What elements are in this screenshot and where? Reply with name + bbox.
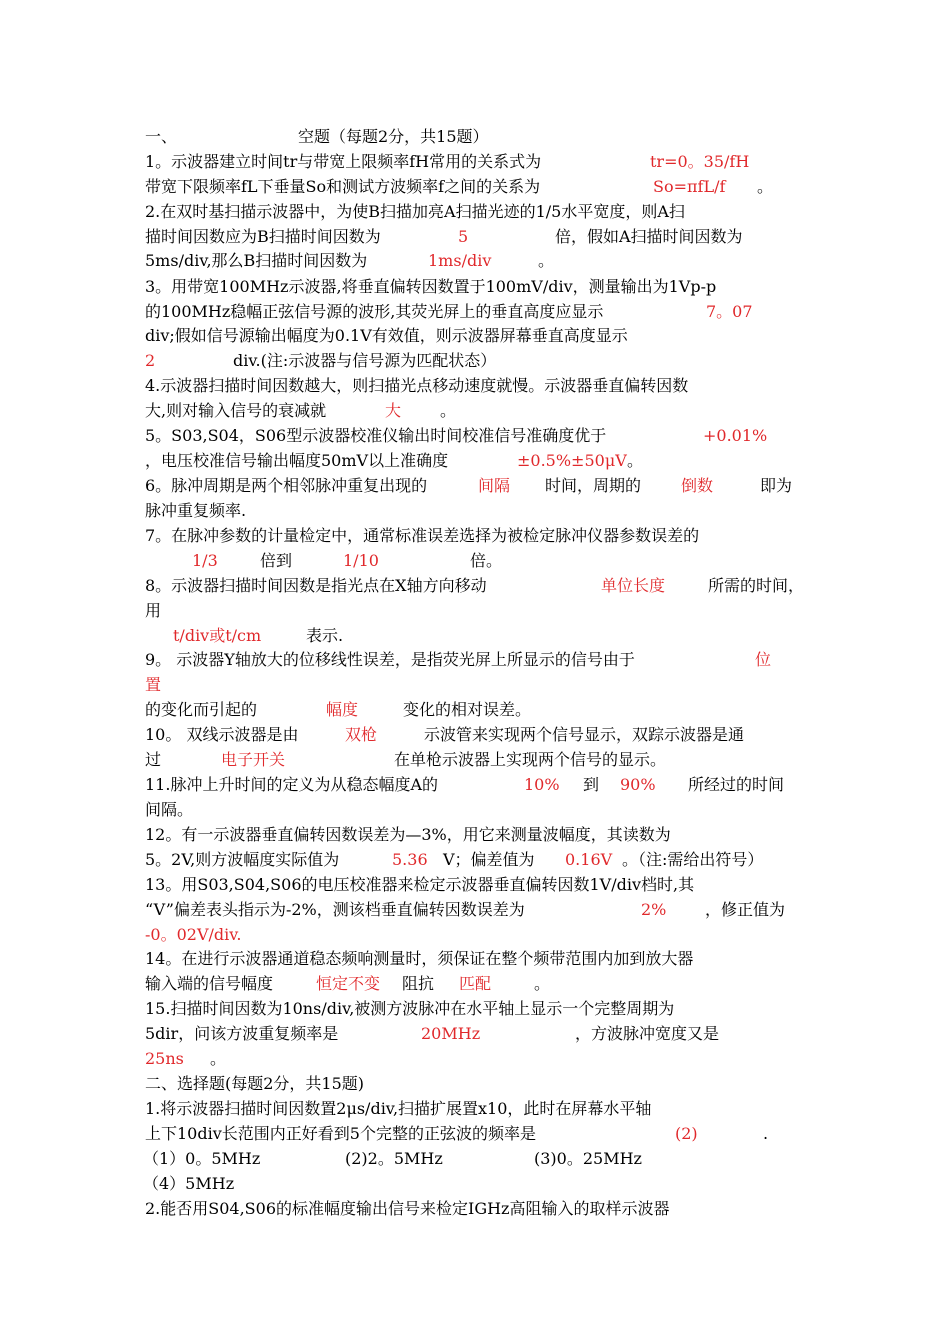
q2-answer1: 5 xyxy=(458,227,469,246)
q4-answer1: 大 xyxy=(385,401,402,420)
q13-answer2: -0。02V/div. xyxy=(145,925,242,944)
q11-line2: 间隔。 xyxy=(145,800,194,819)
q8-answer2: t/div或t/cm xyxy=(173,626,262,645)
q12-line2: 5。2V,则方波幅度实际值为 xyxy=(145,850,340,869)
q15-answer2: 25ns xyxy=(145,1049,184,1068)
c1-line2: 上下10div长范围内正好看到5个完整的正弦波的频率是 xyxy=(145,1124,536,1143)
q7-line1: 7。在脉冲参数的计量检定中，通常标准误差选择为被检定脉冲仪器参数误差的 xyxy=(145,526,700,545)
q9-line1: 9。 示波器Y轴放大的位移线性误差，是指荧光屏上所显示的信号由于 xyxy=(145,650,635,669)
q14-line1: 14。在进行示波器通道稳态频响测量时，须保证在整个频带范围内加到放大器 xyxy=(145,949,694,968)
q12-answer1: 5.36 xyxy=(392,850,428,869)
q5-line1: 5。S03,S04，S06型示波器校准仪输出时间校准信号准确度优于 xyxy=(145,426,607,445)
q10-line2b: 在单枪示波器上实现两个信号的显示。 xyxy=(394,750,667,769)
q11-line1b: 到 xyxy=(583,775,600,794)
q1-end: 。 xyxy=(757,177,774,196)
q3-line1: 3。用带宽100MHz示波器,将垂直偏转因数置于100mV/div，测量输出为1Vp-p xyxy=(145,277,717,296)
q12-line1: 12。有一示波器垂直偏转因数误差为—3%，用它来测量波幅度，其读数为 xyxy=(145,825,671,844)
q6-line1: 6。脉冲周期是两个相邻脉冲重复出现的 xyxy=(145,476,428,495)
q2-line3: 5ms/div,那么B扫描时间因数为 xyxy=(145,251,368,270)
q13-line2: “V”偏差表头指示为-2%，测该档垂直偏转因数误差为 xyxy=(145,900,525,919)
q5-answer1: +0.01% xyxy=(703,426,768,445)
q15-end: 。 xyxy=(210,1049,227,1068)
q14-line2b: 阻抗 xyxy=(402,974,435,993)
q1-answer1: tr=0。35/fH xyxy=(650,152,750,171)
q4-line1: 4.示波器扫描时间因数越大，则扫描光点移动速度就慢。示波器垂直偏转因数 xyxy=(145,376,689,395)
q12-answer2: 0.16V xyxy=(565,850,613,869)
q9-line3b: 变化的相对误差。 xyxy=(403,700,532,719)
q5-line2: ，电压校准信号输出幅度50mV以上准确度 xyxy=(145,451,449,470)
q8-answer1: 单位长度 xyxy=(601,576,666,595)
c1-option3: (3)0。25MHz xyxy=(534,1149,642,1168)
c2-line1: 2.能否用S04,S06的标准幅度输出信号来检定IGHz高阻输入的取样示波器 xyxy=(145,1199,670,1218)
section1-title: 空题（每题2分，共15题） xyxy=(298,127,489,146)
q8-line2: 用 xyxy=(145,601,162,620)
q3-answer1: 7。07 xyxy=(706,302,753,321)
q11-line1: 11.脉冲上升时间的定义为从稳态幅度A的 xyxy=(145,775,439,794)
q3-answer2: 2 xyxy=(145,351,156,370)
q10-line2: 过 xyxy=(145,750,162,769)
q5-answer2: ±0.5%±50μV xyxy=(517,451,627,470)
q9-line3a: 的变化而引起的 xyxy=(145,700,258,719)
q6-answer2: 倒数 xyxy=(681,476,714,495)
q9-answer1b: 置 xyxy=(145,675,162,694)
q2-line2: 描时间因数应为B扫描时间因数为 xyxy=(145,227,381,246)
q13-line2b: ，修正值为 xyxy=(705,900,786,919)
q10-answer2: 电子开关 xyxy=(221,750,286,769)
q14-end: 。 xyxy=(534,974,551,993)
q11-answer2: 90% xyxy=(620,775,656,794)
q12-line2c: 。（注:需给出符号） xyxy=(622,850,764,869)
q3-line3: div;假如信号源输出幅度为0.1V有效值，则示波器屏幕垂直高度显示 xyxy=(145,326,628,345)
q7-answer1: 1/3 xyxy=(192,551,218,570)
c1-line1: 1.将示波器扫描时间因数置2μs/div,扫描扩展置x10，此时在屏幕水平轴 xyxy=(145,1099,652,1118)
q3-line2: 的100MHz稳幅正弦信号源的波形,其荧光屏上的垂直高度应显示 xyxy=(145,302,604,321)
q7-line2a: 倍到 xyxy=(260,551,293,570)
q7-answer2: 1/10 xyxy=(343,551,379,570)
q1-answer2: So=πfL/f xyxy=(653,177,726,196)
q14-answer1: 恒定不变 xyxy=(316,974,381,993)
q8-line1b: 所需的时间， xyxy=(708,576,805,595)
c1-end: . xyxy=(763,1124,769,1143)
q6-line1b: 时间，周期的 xyxy=(545,476,642,495)
q8-line1: 8。示波器扫描时间因数是指光点在X轴方向移动 xyxy=(145,576,487,595)
q6-answer1: 间隔 xyxy=(478,476,511,495)
q1-line2: 带宽下限频率fL下垂量So和测试方波频率f之间的关系为 xyxy=(145,177,541,196)
q7-line2b: 倍。 xyxy=(470,551,503,570)
c1-answer1: (2) xyxy=(675,1124,698,1143)
q2-end: 。 xyxy=(538,251,555,270)
c1-option4: （4）5MHz xyxy=(143,1174,235,1193)
q6-line2: 脉冲重复频率. xyxy=(145,501,247,520)
q6-line1c: 即为 xyxy=(760,476,793,495)
q14-answer2: 匹配 xyxy=(459,974,492,993)
c1-option1: （1）0。5MHz xyxy=(143,1149,261,1168)
q15-line1: 15.扫描时间因数为10ns/div,被测方波脉冲在水平轴上显示一个完整周期为 xyxy=(145,999,675,1018)
q3-line4: div.(注:示波器与信号源为匹配状态） xyxy=(233,351,497,370)
q13-answer1: 2% xyxy=(641,900,667,919)
q2-line1: 2.在双时基扫描示波器中，为使B扫描加亮A扫描光迹的1/5水平宽度，则A扫 xyxy=(145,202,685,221)
q4-line2: 大,则对输入信号的衰减就 xyxy=(145,401,327,420)
q10-line1: 10。 双线示波器是由 xyxy=(145,725,299,744)
q9-answer2: 幅度 xyxy=(326,700,359,719)
q14-line2: 输入端的信号幅度 xyxy=(145,974,274,993)
q2-line2b: 倍，假如A扫描时间因数为 xyxy=(555,227,743,246)
q15-answer1: 20MHz xyxy=(421,1024,481,1043)
section2-title: 二、选择题(每题2分，共15题) xyxy=(145,1074,365,1093)
q10-line1b: 示波管来实现两个信号显示，双踪示波器是通 xyxy=(424,725,745,744)
section1-number: 一、 xyxy=(145,127,178,146)
q15-line2: 5dir，问该方波重复频率是 xyxy=(145,1024,339,1043)
q1-line1: 1。示波器建立时间tr与带宽上限频率fH常用的关系式为 xyxy=(145,152,542,171)
q10-answer1: 双枪 xyxy=(345,725,378,744)
q2-answer2: 1ms/div xyxy=(428,251,492,270)
q4-end: 。 xyxy=(440,401,457,420)
q8-line3: 表示. xyxy=(306,626,344,645)
q13-line1: 13。用S03,S04,S06的电压校准器来检定示波器垂直偏转因数1V/div档时,其 xyxy=(145,875,695,894)
q5-end: 。 xyxy=(627,451,644,470)
q9-answer1a: 位 xyxy=(755,650,772,669)
q11-answer1: 10% xyxy=(524,775,560,794)
q15-line2b: ，方波脉冲宽度又是 xyxy=(575,1024,720,1043)
q11-line1c: 所经过的时间 xyxy=(688,775,785,794)
c1-option2: (2)2。5MHz xyxy=(345,1149,443,1168)
q12-line2b: V；偏差值为 xyxy=(443,850,535,869)
